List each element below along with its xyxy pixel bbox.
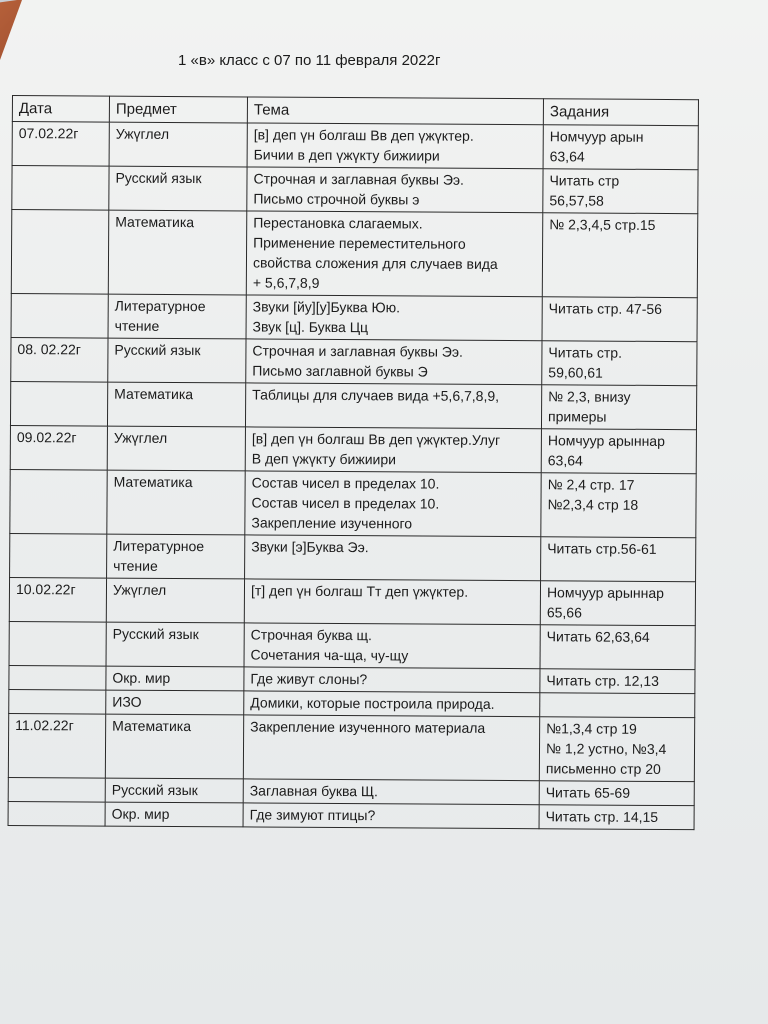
task-cell-line: Читать стр. 14,15 — [545, 808, 659, 825]
task-cell-line: 59,60,61 — [548, 364, 603, 381]
task-cell-line: Номчуур арыннар — [547, 432, 665, 449]
task-cell-line: Читать стр. 12,13 — [546, 672, 659, 689]
topic-cell — [243, 715, 539, 781]
schedule-body — [8, 122, 698, 830]
task-cell-line: письменно стр 20 — [545, 760, 661, 777]
subject-cell — [105, 714, 243, 779]
date-cell: 07.02.22г — [12, 122, 109, 167]
date-cell — [8, 777, 105, 802]
topic-cell-line: Состав чисел в пределах 10. — [251, 494, 440, 512]
date-cell — [11, 210, 109, 295]
date-cell: 10.02.22г — [9, 577, 106, 622]
task-cell — [541, 385, 696, 430]
topic-cell-line: Закрепление изученного — [251, 514, 413, 532]
header-subject: Предмет — [109, 96, 247, 123]
topic-cell-line: [в] деп үн болгаш Вв деп үжүктер.Улуг — [251, 430, 501, 448]
table-row — [10, 469, 696, 537]
task-cell — [539, 717, 694, 782]
topic-cell-line: Сочетания ча-ща, чу-щу — [250, 646, 409, 664]
subject-cell-line: Литературное — [113, 537, 205, 555]
table-row — [9, 621, 695, 669]
table-row — [8, 713, 694, 781]
task-cell-line: Читать стр. — [548, 344, 623, 361]
subject-cell-line: Математика — [113, 473, 193, 491]
table-row — [10, 381, 696, 429]
task-cell — [543, 169, 698, 214]
topic-cell-line: Письмо заглавной буквы Э — [252, 362, 428, 380]
subject-cell — [107, 470, 245, 535]
subject-cell — [108, 338, 246, 383]
topic-cell-line: Звуки [э]Буква Ээ. — [251, 538, 369, 556]
topic-cell — [245, 427, 541, 473]
task-cell-line: Читать стр.56-61 — [547, 540, 657, 557]
topic-cell-line: Состав чисел в пределах 10. — [251, 474, 440, 492]
date-cell — [9, 621, 106, 666]
topic-cell-line: Строчная буква щ. — [250, 626, 373, 644]
topic-cell — [243, 803, 539, 829]
topic-cell-line: Звук [ц]. Буква Цц — [252, 318, 369, 336]
date-cell: 09.02.22г — [10, 425, 107, 470]
subject-cell — [107, 426, 245, 471]
topic-cell-line: Письмо строчной буквы э — [253, 190, 420, 208]
topic-cell-line: Перестановка слагаемых. — [253, 214, 423, 232]
task-cell — [541, 537, 696, 582]
schedule-table — [8, 95, 699, 830]
date-cell — [8, 801, 105, 826]
subject-cell-line: чтение — [113, 557, 158, 574]
subject-cell-line: Математика — [114, 385, 194, 403]
subject-cell — [107, 534, 245, 579]
topic-cell — [244, 667, 540, 693]
task-cell-line: Читать 65-69 — [545, 784, 631, 801]
table-row — [10, 533, 696, 581]
task-cell-line: Номчуур арыннар — [546, 584, 665, 601]
task-cell-line — [546, 694, 689, 715]
subject-cell-line: чтение — [114, 317, 160, 334]
subject-cell — [106, 622, 244, 667]
topic-cell — [247, 167, 543, 213]
topic-cell-line: Заглавная буква Щ. — [249, 782, 379, 800]
topic-cell — [243, 779, 539, 805]
topic-cell-line: Где живут слоны? — [250, 670, 368, 688]
subject-cell — [106, 690, 244, 715]
table-row — [12, 166, 698, 214]
topic-cell-line: Звуки [йу][у]Буква Юю. — [252, 298, 401, 316]
table-row — [11, 293, 697, 341]
task-cell — [540, 693, 695, 718]
subject-cell-line: Литературное — [114, 297, 206, 315]
date-cell — [9, 689, 106, 714]
task-cell-line: примеры — [547, 408, 607, 425]
date-cell: 11.02.22г — [8, 713, 105, 778]
topic-cell — [245, 383, 541, 429]
topic-cell-line: [т] деп үн болгаш Тт деп үжүктер. — [250, 582, 469, 600]
task-cell-line: Читать 62,63,64 — [546, 628, 650, 645]
date-cell — [9, 665, 106, 690]
task-cell-line: Читать стр — [549, 172, 620, 189]
topic-cell — [246, 295, 542, 341]
task-cell-line: Читать стр. 47-56 — [548, 300, 663, 317]
table-row — [12, 122, 698, 170]
subject-cell — [106, 666, 244, 691]
topic-cell-line: [в] деп үн болгаш Вв деп үжүктер. — [253, 126, 474, 144]
subject-cell — [107, 382, 245, 427]
subject-cell — [109, 166, 247, 211]
task-cell-line: № 2,3, внизу — [548, 388, 631, 405]
date-cell — [11, 293, 108, 338]
subject-cell-line: Русский язык — [112, 625, 199, 643]
table-row — [8, 801, 694, 829]
topic-cell — [244, 623, 540, 669]
subject-cell — [106, 578, 244, 623]
task-cell-line: № 1,2 устно, №3,4 — [545, 740, 667, 758]
task-cell — [543, 125, 698, 170]
topic-cell — [246, 339, 542, 385]
topic-cell-line: В деп үжүкту бижиири — [251, 450, 397, 468]
task-cell-line: № 2,3,4,5 стр.15 — [549, 216, 656, 233]
table-row — [11, 210, 698, 298]
subject-cell — [109, 122, 247, 167]
header-date: Дата — [12, 96, 109, 123]
topic-cell — [244, 579, 540, 625]
subject-cell-line: Математика — [112, 717, 192, 735]
topic-cell-line: + 5,6,7,8,9 — [252, 274, 320, 291]
subject-cell — [108, 210, 247, 295]
topic-cell-line: Где зимуют птицы? — [249, 806, 376, 824]
task-cell-line: № 2,4 стр. 17 — [547, 476, 635, 493]
date-cell — [12, 166, 109, 211]
table-row — [9, 577, 695, 625]
subject-cell-line: Ужүглел — [115, 125, 170, 142]
task-cell — [540, 581, 695, 626]
subject-cell-line: Окр. мир — [112, 669, 171, 686]
task-cell — [540, 669, 695, 694]
topic-cell — [246, 211, 543, 297]
date-cell — [10, 533, 107, 578]
topic-cell-line: Применение переместительного — [253, 234, 466, 252]
table-row — [11, 337, 697, 385]
subject-cell-line: Окр. мир — [111, 805, 170, 822]
subject-cell-line: Математика — [115, 213, 195, 231]
task-cell-line: №2,3,4 стр 18 — [547, 496, 639, 513]
topic-cell-line: Строчная и заглавная буквы Ээ. — [253, 170, 465, 188]
task-cell-line: 63,64 — [549, 148, 585, 165]
subject-cell-line: Ужүглел — [113, 429, 168, 446]
topic-cell — [247, 123, 543, 169]
header-task: Задания — [543, 99, 698, 126]
topic-cell — [245, 471, 541, 537]
task-cell — [542, 297, 697, 342]
subject-cell-line: Ужүглел — [112, 581, 167, 598]
topic-cell — [244, 691, 540, 717]
task-cell — [541, 473, 696, 538]
subject-cell — [105, 778, 243, 803]
topic-cell-line: Бичии в деп үжүкту бижиири — [253, 146, 440, 164]
task-cell — [541, 429, 696, 474]
subject-cell — [105, 802, 243, 827]
subject-cell-line: Русский язык — [115, 169, 202, 187]
date-cell: 08. 02.22г — [11, 337, 108, 382]
subject-cell-line: Русский язык — [114, 341, 201, 359]
task-cell-line: №1,3,4 стр 19 — [546, 720, 637, 737]
task-cell-line: 56,57,58 — [549, 192, 604, 209]
topic-cell-line: Строчная и заглавная буквы Ээ. — [252, 342, 463, 360]
page-title: 1 «в» класс с 07 по 11 февраля 2022г — [178, 52, 441, 69]
topic-cell-line: Домики, которые построила природа. — [250, 694, 495, 712]
subject-cell-line: ИЗО — [112, 693, 142, 710]
subject-cell-line: Русский язык — [111, 781, 198, 799]
task-cell-line: 63,64 — [547, 452, 583, 469]
topic-cell-line: Закрепление изученного материала — [250, 718, 486, 736]
task-cell — [540, 625, 695, 670]
header-topic: Тема — [247, 97, 543, 125]
task-cell — [539, 805, 694, 830]
date-cell — [10, 469, 107, 534]
task-cell — [539, 781, 694, 806]
table-row — [10, 425, 696, 473]
date-cell — [10, 381, 107, 426]
task-cell-line: 65,66 — [546, 604, 582, 621]
task-cell — [542, 213, 698, 298]
topic-cell — [245, 535, 541, 581]
topic-cell-line: свойства сложения для случаев вида — [252, 254, 498, 272]
task-cell — [542, 341, 697, 386]
topic-cell-line: Таблицы для случаев вида +5,6,7,8,9, — [252, 386, 500, 404]
task-cell-line: Номчуур арын — [549, 128, 644, 145]
subject-cell — [108, 294, 246, 339]
